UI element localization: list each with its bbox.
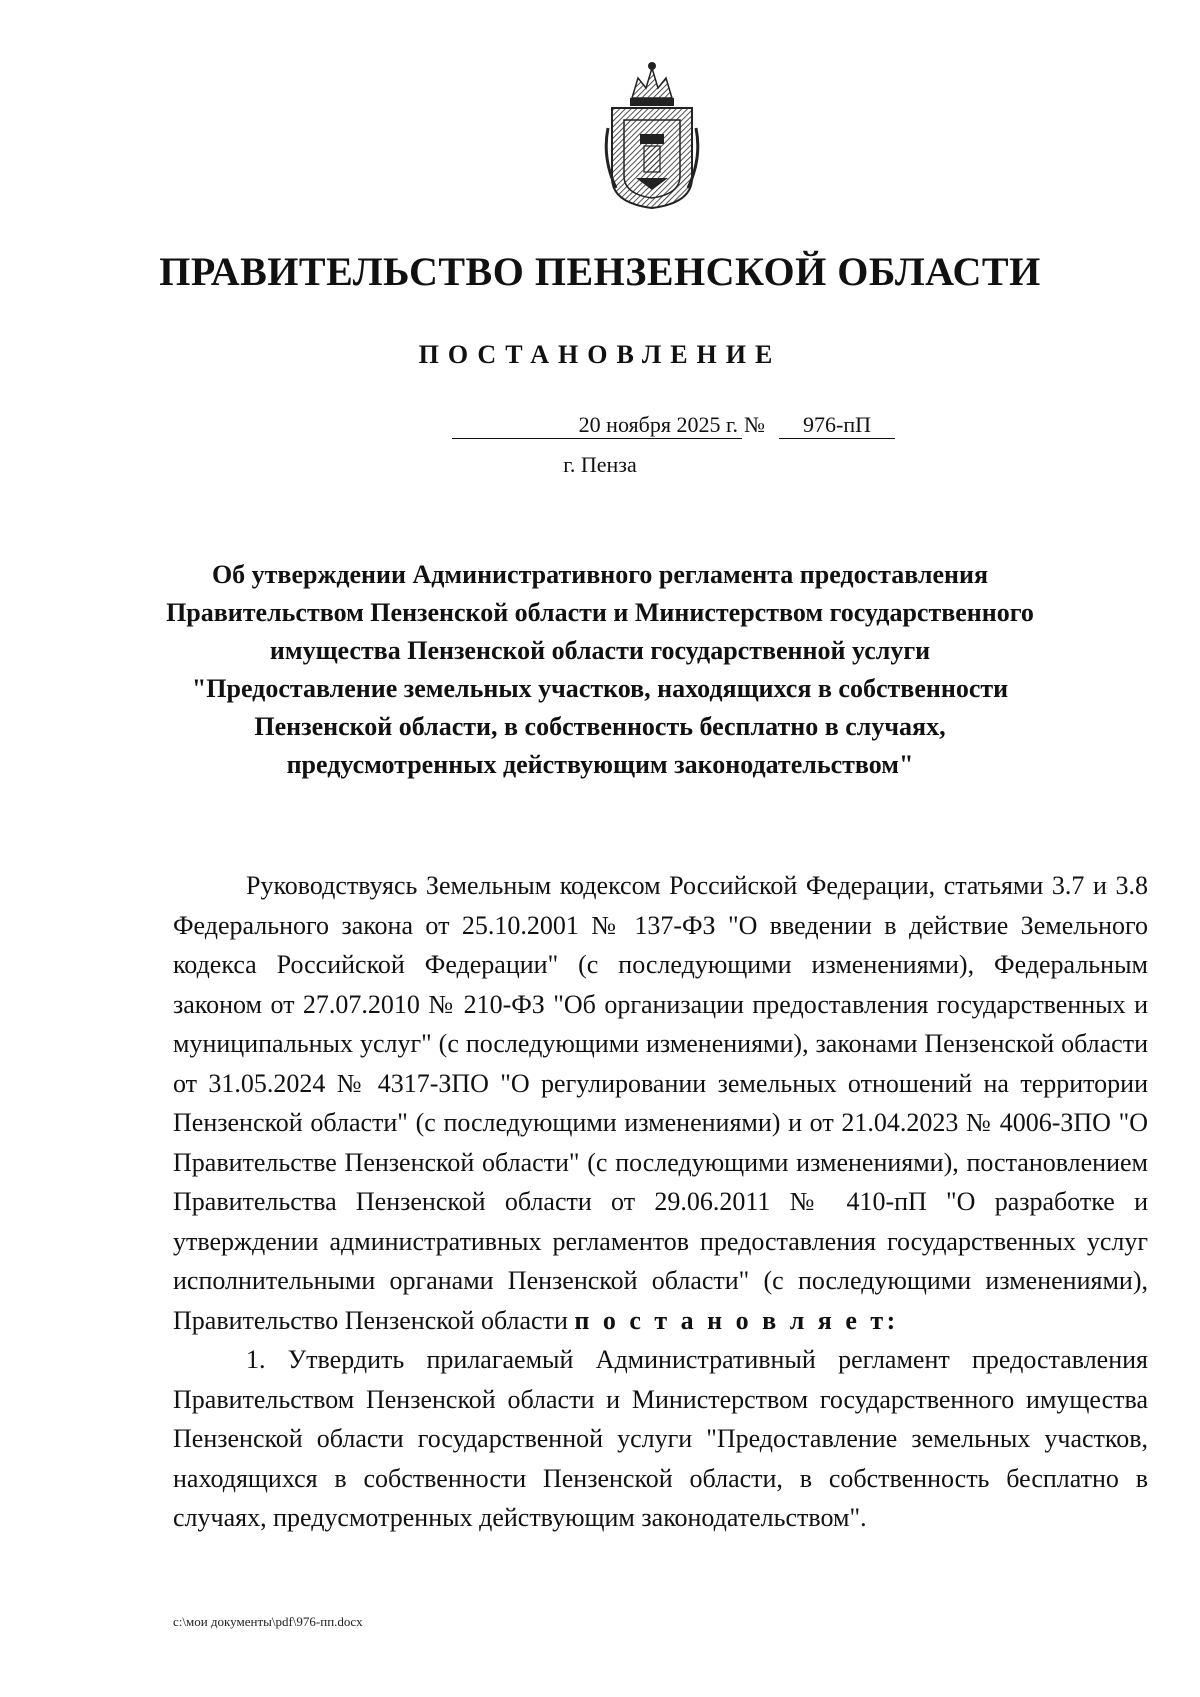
- pensa-region-coat-of-arms-icon: [602, 58, 702, 210]
- heading-line: предусмотренных действующим законодательством": [286, 750, 914, 779]
- heading-line: имущества Пензенской области государственной услуги: [269, 636, 931, 665]
- heading-line: Пензенской области, в собственность бесплатно в случаях,: [254, 712, 946, 741]
- preamble-text: Руководствуясь Земельным кодексом Российской Федерации, статьями 3.7 и 3.8 Федерального закона от 25.10.2001 № 137-ФЗ "О введении в действие Земельного кодекса Российской Федерации" (с последующими изменениями), Федеральным законом от 27.07.2010 № 210-ФЗ "Об организации предоставления государственных и муниципальных услуг" (с последующими изменениями), законами Пензенской области от 31.05.2024 № 4317-ЗПО "О регулировании земельных отношений на территории Пензенской области" (с последующими изменениями) и от 21.04.2023 № 4006-ЗПО "О Правительстве Пензенской области" (с последующими изменениями), постановлением Правительства Пензенской области от 29.06.2011 № 410-пП "О разработке и утверждении административных регламентов предоставления государственных услуг исполнительными органами Пензенской области" (с последующими изменениями), Правительство Пензенской области: [173, 871, 1148, 1335]
- heading-line: Правительством Пензенской области и Министерством государственного: [166, 598, 1034, 627]
- heading-line: "Предоставление земельных участков, находящихся в собственности: [191, 674, 1009, 703]
- organization-title: ПРАВИТЕЛЬСТВО ПЕНЗЕНСКОЙ ОБЛАСТИ: [159, 249, 1041, 294]
- number-sign: №: [744, 412, 765, 437]
- document-body: [173, 866, 1148, 1538]
- heading-line: Об утверждении Административного регламента предоставления: [211, 560, 989, 589]
- document-city: г. Пенза: [563, 452, 637, 477]
- resolves-phrase: п о с т а н о в л я е т:: [574, 1305, 899, 1335]
- document-date: 20 ноября 2025 г.: [452, 412, 742, 439]
- item-1-paragraph: 1. Утвердить прилагаемый Административный регламент предоставления Правительством Пензенской области и Министерством государственного имущества Пензенской области государственной услуги "Предоставление земельных участков, находящихся в собственности Пензенской области, в собственность бесплатно в случаях, предусмотренных действующим законодательством".: [173, 1345, 1148, 1532]
- document-heading: [140, 556, 1060, 784]
- preamble-paragraph: [173, 866, 1148, 1340]
- file-path-footer: c:\мои документы\pdf\976-пп.docx: [173, 1614, 363, 1629]
- document-type: ПОСТАНОВЛЕНИЕ: [418, 340, 782, 369]
- document-number: 976-пП: [779, 412, 895, 439]
